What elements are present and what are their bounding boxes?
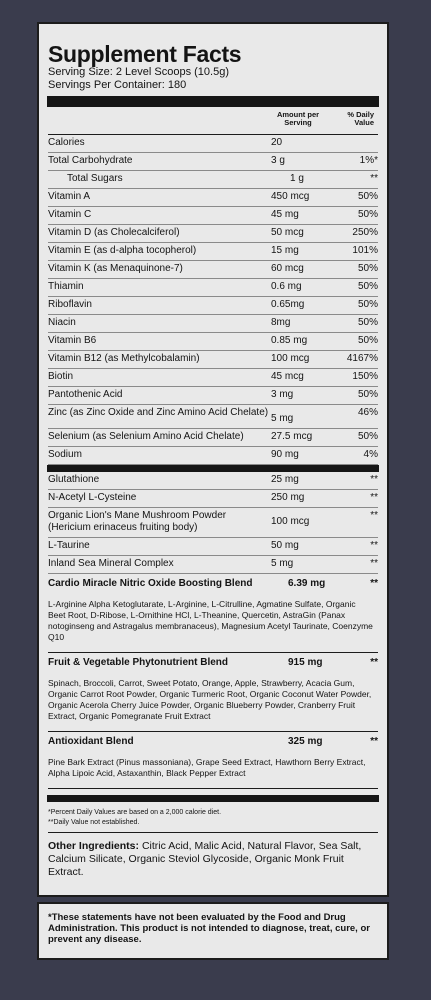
- amount-value: 450 mcg: [271, 191, 310, 202]
- daily-value: 50%: [357, 335, 378, 346]
- dv-header: % Daily Value: [347, 110, 374, 127]
- ingredient-name: L-Taurine: [48, 540, 90, 551]
- column-header: [48, 107, 378, 135]
- daily-value: 50%: [357, 209, 378, 220]
- other-row: [48, 538, 378, 556]
- supplement-facts-panel: [37, 22, 389, 897]
- blend-amount: 915 mg: [288, 657, 323, 668]
- ingredient-name: Thiamin: [48, 281, 84, 292]
- nutrient-row: [48, 225, 378, 243]
- ingredient-name: Vitamin B6: [48, 335, 97, 346]
- ingredient-name: Organic Lion's Mane Mushroom Powder (Hericium erinaceus fruiting body): [48, 510, 227, 533]
- daily-value: 101%: [352, 245, 378, 256]
- nutrient-row: [48, 243, 378, 261]
- amount-value: 50 mg: [271, 540, 299, 551]
- blend-ingredients: Spinach, Broccoli, Carrot, Sweet Potato, Orange, Apple, Strawberry, Acacia Gum, Organic Carrot Root Powder, Organic Turmeric Root, Organic Coconut Water Powder, Organic Acerola Cherry Juice Powder, Organic Blueberry Powder, Cranberry Fruit Extract, Organic Pomegranate Fruit Extract: [48, 678, 372, 721]
- blend-name: Fruit & Vegetable Phytonutrient Blend: [48, 657, 229, 668]
- daily-value: 4%: [363, 449, 378, 460]
- fda-disclaimer: *These statements have not been evaluated by the Food and Drug Administration. This product is not intended to diagnose, treat, cure, or prevent any disease.: [37, 902, 389, 960]
- panel-title: Supplement Facts: [48, 41, 242, 67]
- nutrient-row: [48, 387, 378, 405]
- nutrient-row: [48, 261, 378, 279]
- amount-value: 1 g: [290, 173, 304, 184]
- daily-value: 250%: [352, 227, 378, 238]
- nutrient-row: [48, 135, 378, 153]
- ingredient-name: Vitamin D (as Cholecalciferol): [48, 227, 180, 238]
- nutrient-row: [48, 153, 378, 171]
- daily-value: **: [370, 492, 378, 503]
- other-list: [48, 472, 378, 574]
- amount-value: 0.65mg: [271, 299, 305, 310]
- other-row: [48, 472, 378, 490]
- nutrient-row: [48, 171, 378, 189]
- other-ingredients-label: Other Ingredients:: [48, 840, 140, 852]
- amount-value: 15 mg: [271, 245, 299, 256]
- ingredient-name: N-Acetyl L-Cysteine: [48, 492, 137, 503]
- daily-value: **: [370, 474, 378, 485]
- daily-value: 50%: [357, 263, 378, 274]
- daily-value: **: [370, 540, 378, 551]
- blend-list: [48, 574, 378, 789]
- amount-value: 20: [271, 137, 283, 148]
- amount-value: 5 mg: [271, 558, 294, 569]
- blend-section: [48, 732, 378, 789]
- nutrient-row: [48, 315, 378, 333]
- daily-value: **: [370, 558, 378, 569]
- serving-size: Serving Size: 2 Level Scoops (10.5g): [48, 66, 229, 78]
- footnote-percent: *Percent Daily Values are based on a 2,000 calorie diet.: [48, 809, 222, 816]
- daily-value: 4167%: [346, 353, 378, 364]
- nutrient-row: [48, 447, 378, 465]
- ingredient-name: Vitamin K (as Menaquinone-7): [48, 263, 183, 274]
- amount-value: 60 mcg: [271, 263, 304, 274]
- daily-value: **: [370, 173, 378, 184]
- daily-value: 1%*: [359, 155, 378, 166]
- amount-value: 0.85 mg: [271, 335, 308, 346]
- daily-value: 50%: [357, 299, 378, 310]
- amount-value: 100 mcg: [271, 353, 310, 364]
- ingredient-name: Inland Sea Mineral Complex: [48, 558, 174, 569]
- ingredient-name: Biotin: [48, 371, 74, 382]
- blend-section: [48, 574, 378, 653]
- amount-value: 3 mg: [271, 389, 294, 400]
- divider-bar: [47, 96, 379, 107]
- nutrient-row: [48, 333, 378, 351]
- blend-amount: 6.39 mg: [288, 578, 326, 589]
- amount-value: 0.6 mg: [271, 281, 302, 292]
- amount-value: 45 mg: [271, 209, 299, 220]
- daily-value: 50%: [357, 191, 378, 202]
- nutrient-row: [48, 429, 378, 447]
- divider-bar: [47, 465, 379, 472]
- nutrient-list: [48, 135, 378, 465]
- ingredient-name: Pantothenic Acid: [48, 389, 123, 400]
- other-ingredients: [48, 833, 378, 879]
- ingredient-name: Vitamin C: [48, 209, 92, 220]
- blend-dv: **: [370, 657, 378, 668]
- amount-value: 25 mg: [271, 474, 299, 485]
- blend-header: [48, 736, 378, 748]
- ingredient-name: Riboflavin: [48, 299, 92, 310]
- other-row: [48, 508, 378, 538]
- nutrient-row: [48, 405, 378, 429]
- daily-value: **: [370, 510, 378, 521]
- daily-value: 50%: [357, 389, 378, 400]
- ingredient-name: Niacin: [48, 317, 76, 328]
- amount-value: 45 mcg: [271, 371, 304, 382]
- nutrient-row: [48, 369, 378, 387]
- footnote-dv: **Daily Value not established.: [48, 819, 140, 826]
- amount-value: 250 mg: [271, 492, 305, 503]
- amount-value: 8mg: [271, 317, 291, 328]
- amount-value: 3 g: [271, 155, 285, 166]
- blend-header: [48, 578, 378, 590]
- ingredient-name: Total Sugars: [67, 173, 123, 184]
- servings-per-container: Servings Per Container: 180: [48, 79, 187, 91]
- blend-dv: **: [370, 578, 378, 589]
- amount-value: 27.5 mcg: [271, 431, 313, 442]
- ingredient-name: Vitamin B12 (as Methylcobalamin): [48, 353, 200, 364]
- ingredient-name: Zinc (as Zinc Oxide and Zinc Amino Acid Chelate): [48, 407, 269, 418]
- blend-header: [48, 657, 378, 669]
- amount-value: 50 mcg: [271, 227, 304, 238]
- nutrient-row: [48, 207, 378, 225]
- blend-dv: **: [370, 736, 378, 747]
- daily-value: 150%: [352, 371, 378, 382]
- blend-name: Antioxidant Blend: [48, 736, 134, 747]
- footnotes: [48, 802, 378, 833]
- ingredient-name: Calories: [48, 137, 85, 148]
- daily-value: 50%: [357, 431, 378, 442]
- daily-value: 46%: [357, 407, 378, 418]
- blend-amount: 325 mg: [288, 736, 323, 747]
- blend-name: Cardio Miracle Nitric Oxide Boosting Blend: [48, 578, 253, 589]
- other-row: [48, 556, 378, 574]
- blend-ingredients: L-Arginine Alpha Ketoglutarate, L-Arginine, L-Citrulline, Agmatine Sulfate, Organic Beet Root, D-Ribose, L-Ornithine HCl, L-Theanine, Quercetin, AstraGin (Panax notoginseng and Astragalus membranaceus), Magnesium Acetyl Taurinate, Coenzyme Q10: [48, 599, 373, 642]
- daily-value: 50%: [357, 281, 378, 292]
- nutrient-row: [48, 297, 378, 315]
- nutrient-row: [48, 279, 378, 297]
- ingredient-name: Vitamin E (as d-alpha tocopherol): [48, 245, 197, 256]
- ingredient-name: Selenium (as Selenium Amino Acid Chelate): [48, 431, 244, 442]
- other-row: [48, 490, 378, 508]
- divider-bar: [47, 795, 379, 802]
- nutrient-row: [48, 351, 378, 369]
- blend-ingredients: Pine Bark Extract (Pinus massoniana), Grape Seed Extract, Hawthorn Berry Extract, Alpha Lipoic Acid, Astaxanthin, Black Pepper Extract: [48, 757, 366, 778]
- other-ingredients-text: Citric Acid, Malic Acid, Natural Flavor, Sea Salt, Calcium Silicate, Organic Steviol Glycoside, Organic Monk Fruit Extract.: [48, 840, 362, 878]
- ingredient-name: Glutathione: [48, 474, 100, 485]
- blend-section: [48, 653, 378, 732]
- ingredient-name: Total Carbohydrate: [48, 155, 133, 166]
- ingredient-name: Vitamin A: [48, 191, 91, 202]
- daily-value: 50%: [357, 317, 378, 328]
- amount-header: Amount per Serving: [276, 110, 320, 127]
- nutrient-row: [48, 189, 378, 207]
- amount-value: 5 mg: [271, 413, 294, 424]
- amount-value: 100 mcg: [271, 516, 310, 527]
- amount-value: 90 mg: [271, 449, 299, 460]
- ingredient-name: Sodium: [48, 449, 82, 460]
